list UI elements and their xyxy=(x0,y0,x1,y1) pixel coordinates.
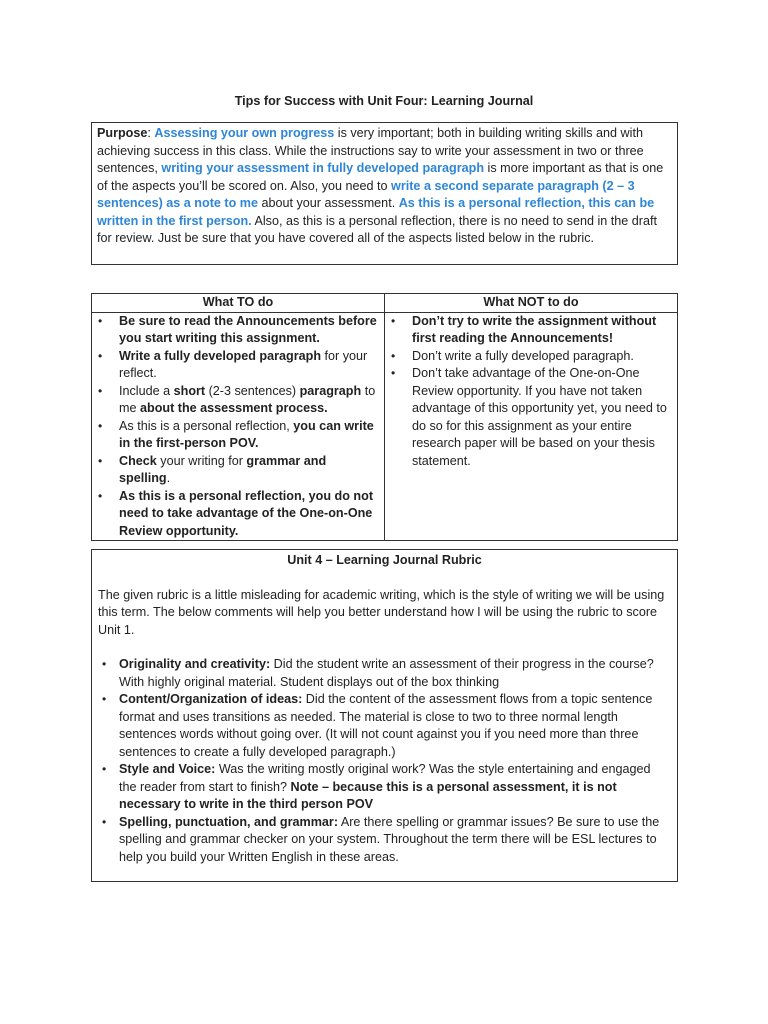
highlight-developed-paragraph: writing your assessment in fully developed paragraph xyxy=(161,161,485,175)
purpose-label: Purpose xyxy=(97,126,148,140)
list-item: • Check your writing for grammar and spelling. xyxy=(119,453,380,488)
purpose-box xyxy=(91,122,678,265)
list-item: • Write a fully developed paragraph for your reflect. xyxy=(119,348,380,383)
rubric-list xyxy=(98,656,671,866)
dos-donts-table xyxy=(91,293,678,541)
highlight-second-paragraph: write a second separate paragraph (2 – 3 sentences) as a note to me xyxy=(97,178,635,210)
rubric-item-originality: • Originality and creativity: Did the student write an assessment of their progress in the course? With highly original material. Student displays out of the box thinking xyxy=(119,656,671,691)
rubric-item-content: • Content/Organization of ideas: Did the content of the assessment flows from a topic sentence format and uses transitions as needed. The material is close to two to three normal length sentences words without going over. (It will not count against you if you need more than three sentences to create a fully developed paragraph.) xyxy=(119,691,671,761)
notdo-cell xyxy=(385,312,678,541)
notdo-list xyxy=(385,313,673,471)
list-item: • As this is a personal reflection, you can write in the first-person POV. xyxy=(119,418,380,453)
page-title: Tips for Success with Unit Four: Learning Journal xyxy=(234,94,534,108)
list-item: • Be sure to read the Announcements before you start writing this assignment. xyxy=(119,313,380,348)
highlight-first-person: As this is a personal reflection, this can be written in the first person. xyxy=(97,196,655,228)
todo-header: What TO do xyxy=(92,294,385,313)
list-item: • Include a short (2-3 sentences) paragraph to me about the assessment process. xyxy=(119,383,380,418)
list-item: • Don’t take advantage of the One-on-One Review opportunity. If you have not taken advantage of this opportunity yet, you need to do so for this assignment as your entire research paper will be based on your thesis statement. xyxy=(412,365,673,470)
purpose-text: Also, as this is a personal reflection, there is no need to send in the draft for review. Just be sure that you have covered all of the aspects listed below in the rubric. xyxy=(97,213,657,245)
rubric-item-spelling: • Spelling, punctuation, and grammar: Are there spelling or grammar issues? Be sure to use the spelling and grammar checker on your system. Throughout the term there will be ESL lectures to help you build your Written English in these areas. xyxy=(119,814,671,867)
notdo-header: What NOT to do xyxy=(385,294,678,313)
todo-cell xyxy=(92,312,385,541)
list-item: • As this is a personal reflection, you do not need to take advantage of the One-on-One Review opportunity. xyxy=(119,488,380,541)
todo-list xyxy=(92,313,380,541)
purpose-text: is very important; both in building writing skills and with achieving success in this class. While the instructions say to write your assessment in two or three sentences, xyxy=(97,126,644,175)
rubric-item-style: • Style and Voice: Was the writing mostly original work? Was the style entertaining and engaged the reader from start to finish? Note – because this is a personal assessment, it is not necessary to write in the third person POV xyxy=(119,761,671,814)
rubric-box xyxy=(91,549,678,882)
purpose-text: : xyxy=(147,126,155,140)
list-item: • Don’t write a fully developed paragraph. xyxy=(412,348,673,366)
purpose-text: about your assessment. xyxy=(257,196,399,210)
purpose-text: is more important as that is one of the aspects you’ll be scored on. Also, you need to xyxy=(97,161,664,193)
rubric-title: Unit 4 – Learning Journal Rubric xyxy=(287,553,482,567)
highlight-assessing: Assessing your own progress xyxy=(154,126,335,140)
rubric-intro: The given rubric is a little misleading for academic writing, which is the style of writing we will be using this term. The below comments will help you better understand how I will be using the rubric to score Unit 1. xyxy=(98,587,665,637)
list-item: • Don’t try to write the assignment without first reading the Announcements! xyxy=(412,313,673,348)
